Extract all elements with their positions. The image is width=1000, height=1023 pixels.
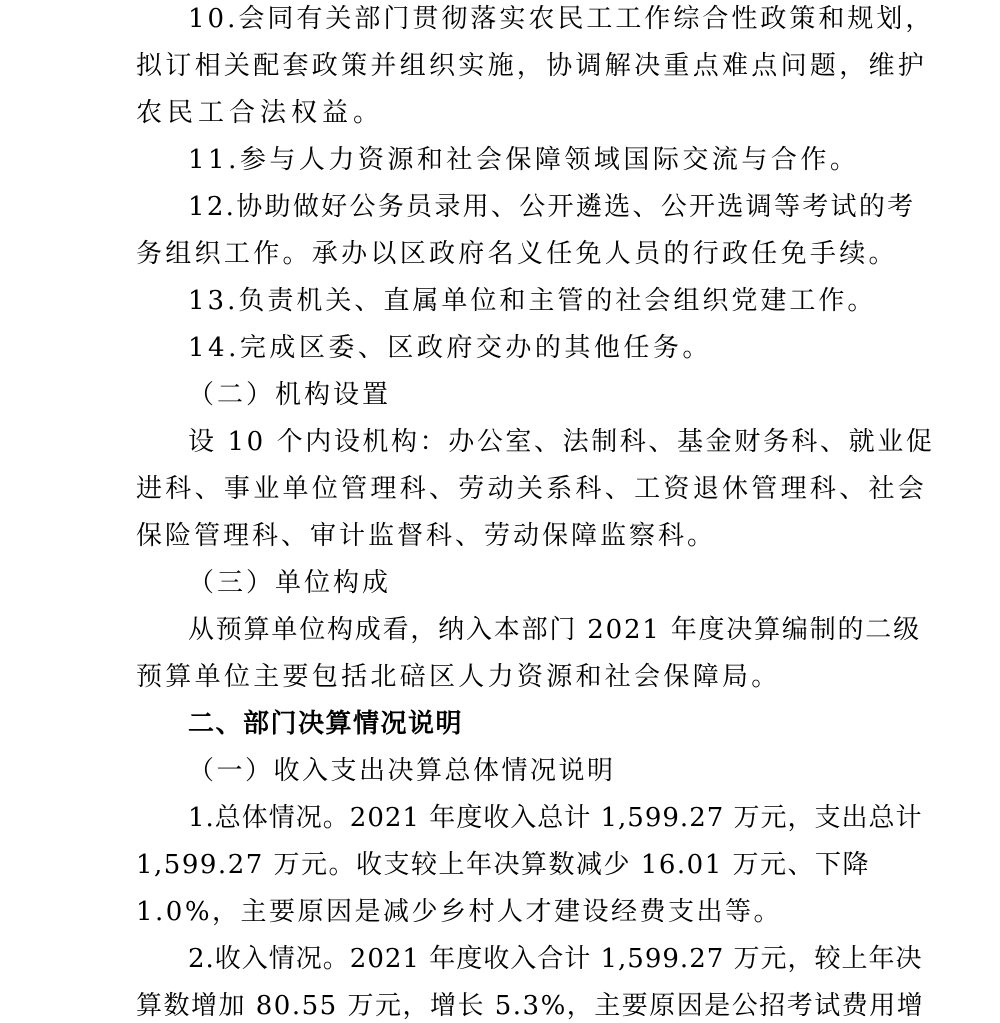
paragraph-line: 从预算单位构成看，纳入本部门 2021 年度决算编制的二级 (188, 615, 921, 645)
paragraph-line: 设 10 个内设机构：办公室、法制科、基金财务科、就业促 (188, 427, 935, 457)
section-heading: （三）单位构成 (188, 568, 392, 598)
paragraph-line: 拟订相关配套政策并组织实施，协调解决重点难点问题，维护 (136, 51, 928, 81)
paragraph-line: 1.0%，主要原因是减少乡村人才建设经费支出等。 (136, 897, 783, 927)
paragraph-line: 农民工合法权益。 (136, 98, 385, 128)
paragraph-line: 11.参与人力资源和社会保障领域国际交流与合作。 (188, 145, 860, 175)
paragraph-line: 14.完成区委、区政府交办的其他任务。 (188, 333, 712, 363)
chapter-heading: 二、部门决算情况说明 (188, 709, 464, 739)
paragraph-line: 预算单位主要包括北碚区人力资源和社会保障局。 (136, 662, 781, 692)
paragraph-line: 12.协助做好公务员录用、公开遴选、公开选调等考试的考 (188, 192, 916, 222)
paragraph-line: 2.收入情况。2021 年度收入合计 1,599.27 万元，较上年决 (188, 944, 923, 974)
section-heading: （一）收入支出决算总体情况说明 (188, 756, 616, 786)
paragraph-line: 10.会同有关部门贯彻落实农民工工作综合性政策和规划， (188, 4, 935, 34)
paragraph-line: 1.总体情况。2021 年度收入总计 1,599.27 万元，支出总计 (188, 803, 923, 833)
section-heading: （二）机构设置 (188, 380, 392, 410)
paragraph-line: 进科、事业单位管理科、劳动关系科、工资退休管理科、社会 (136, 474, 928, 504)
paragraph-line: 1,599.27 万元。收支较上年决算数减少 16.01 万元、下降 (136, 850, 871, 880)
paragraph-line: 务组织工作。承办以区政府名义任免人员的行政任免手续。 (136, 239, 898, 269)
paragraph-line: 13.负责机关、直属单位和主管的社会组织党建工作。 (188, 286, 877, 316)
paragraph-line: 保险管理科、审计监督科、劳动保障监察科。 (136, 521, 717, 551)
paragraph-line: 算数增加 80.55 万元，增长 5.3%，主要原因是公招考试费用增 (136, 991, 925, 1021)
